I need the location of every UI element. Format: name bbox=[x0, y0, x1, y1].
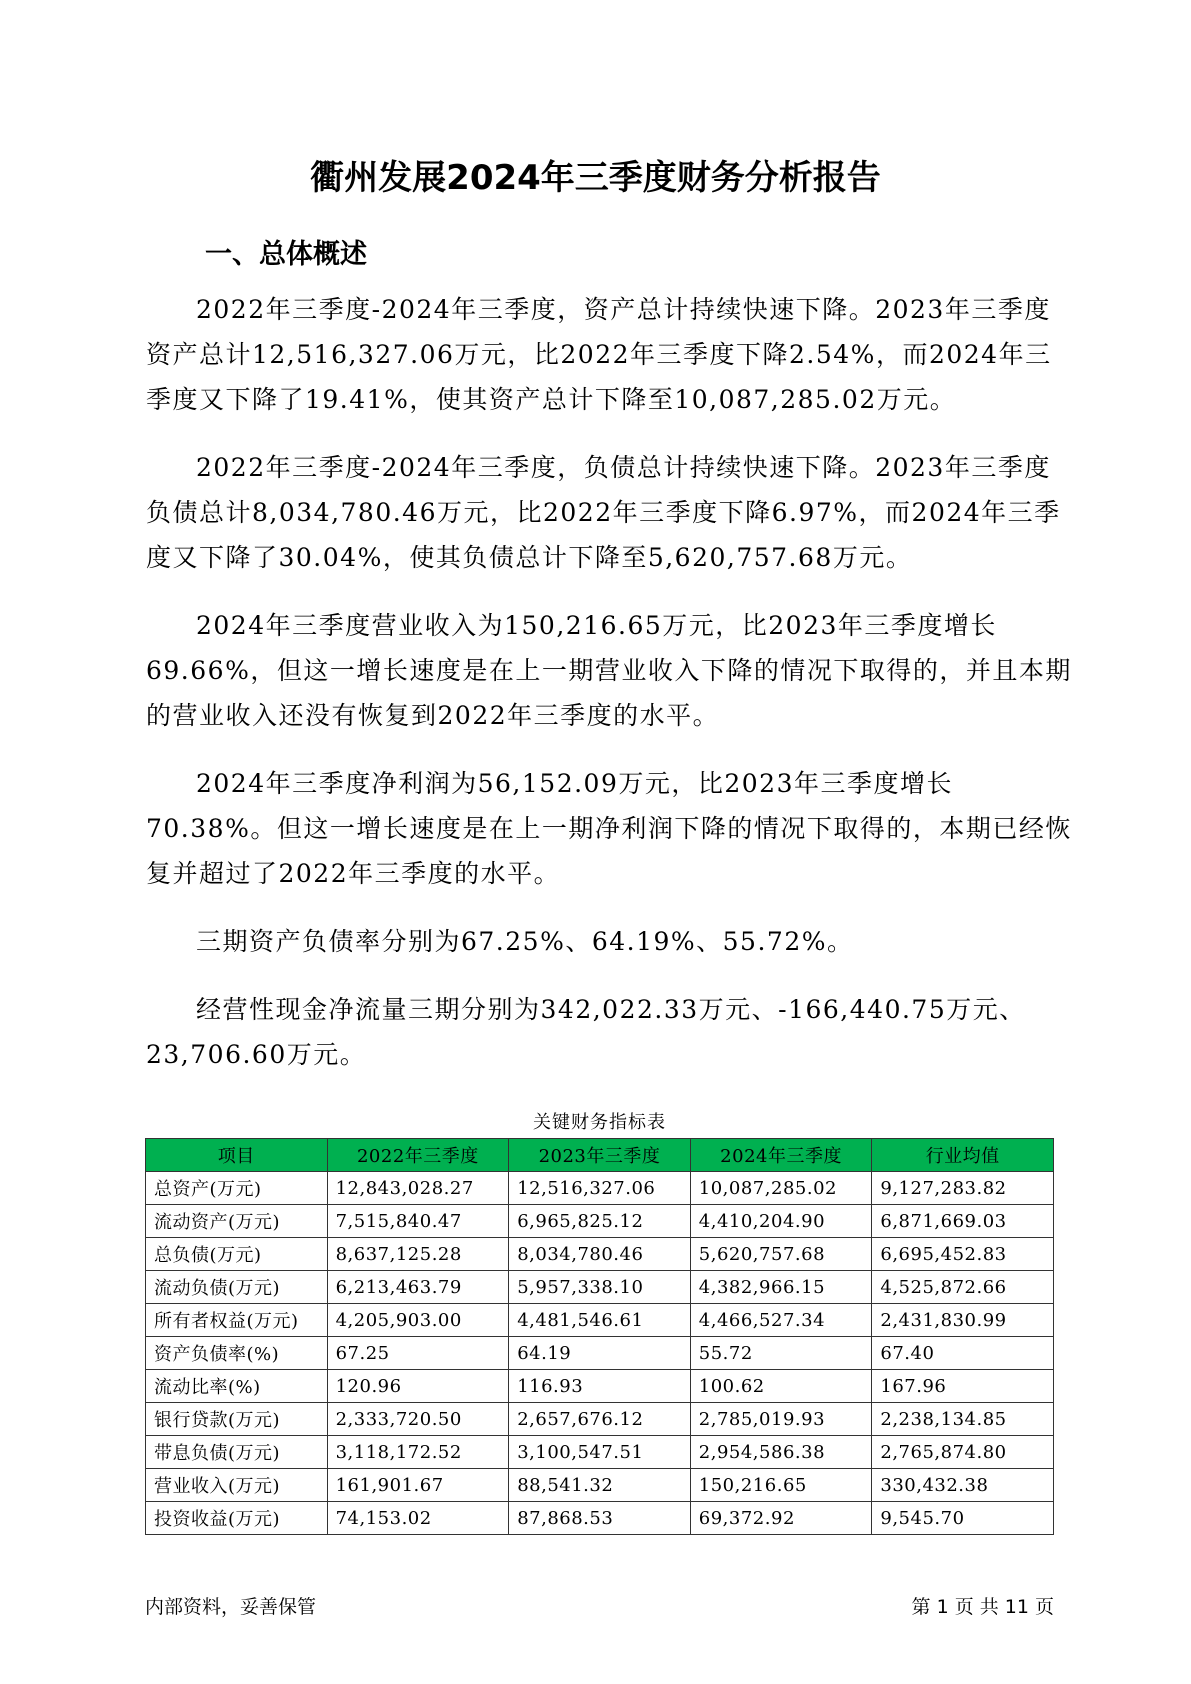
table-cell: 3,118,172.52 bbox=[327, 1436, 509, 1469]
document-title: 衢州发展2024年三季度财务分析报告 bbox=[310, 158, 881, 198]
table-cell: 120.96 bbox=[327, 1370, 509, 1403]
row-label: 资产负债率(%) bbox=[146, 1337, 328, 1370]
table-cell: 74,153.02 bbox=[327, 1502, 509, 1535]
row-label: 总负债(万元) bbox=[146, 1238, 328, 1271]
table-cell: 4,481,546.61 bbox=[509, 1304, 691, 1337]
table-cell: 88,541.32 bbox=[509, 1469, 691, 1502]
table-cell: 4,466,527.34 bbox=[690, 1304, 872, 1337]
table-row bbox=[146, 1403, 1054, 1436]
table-cell: 8,034,780.46 bbox=[509, 1238, 691, 1271]
row-label: 流动负债(万元) bbox=[146, 1271, 328, 1304]
paragraph: 2024年三季度净利润为56,152.09万元，比2023年三季度增长70.38%。但这一增长速度是在上一期净利润下降的情况下取得的，本期已经恢复并超过了2022年三季度的水平。 bbox=[146, 769, 1072, 888]
table-cell: 150,216.65 bbox=[690, 1469, 872, 1502]
table-cell: 3,100,547.51 bbox=[509, 1436, 691, 1469]
table-cell: 100.62 bbox=[690, 1370, 872, 1403]
table-row bbox=[146, 1205, 1054, 1238]
row-label: 银行贷款(万元) bbox=[146, 1403, 328, 1436]
column-header: 项目 bbox=[146, 1139, 328, 1172]
body-text bbox=[146, 287, 1076, 1100]
table-caption: 关键财务指标表 bbox=[533, 1112, 666, 1133]
paragraph: 2022年三季度-2024年三季度，负债总计持续快速下降。2023年三季度负债总计8,034,780.46万元，比2022年三季度下降6.97%，而2024年三季度又下降了30.04%，使其负债总计下降至5,620,757.68万元。 bbox=[146, 453, 1061, 572]
section-heading: 一、总体概述 bbox=[205, 239, 367, 270]
table-cell: 87,868.53 bbox=[509, 1502, 691, 1535]
row-label: 所有者权益(万元) bbox=[146, 1304, 328, 1337]
table-cell: 55.72 bbox=[690, 1337, 872, 1370]
table-cell: 6,213,463.79 bbox=[327, 1271, 509, 1304]
table-row bbox=[146, 1238, 1054, 1271]
table-header-row bbox=[146, 1139, 1054, 1172]
table-cell: 2,333,720.50 bbox=[327, 1403, 509, 1436]
table-row bbox=[146, 1370, 1054, 1403]
table-cell: 64.19 bbox=[509, 1337, 691, 1370]
table-cell: 2,657,676.12 bbox=[509, 1403, 691, 1436]
row-label: 营业收入(万元) bbox=[146, 1469, 328, 1502]
table-cell: 116.93 bbox=[509, 1370, 691, 1403]
footer-page-number: 第 1 页 共 11 页 bbox=[911, 1596, 1054, 1618]
table-cell: 9,127,283.82 bbox=[872, 1172, 1054, 1205]
table-cell: 12,516,327.06 bbox=[509, 1172, 691, 1205]
financial-indicators-table bbox=[145, 1138, 1054, 1535]
table-row bbox=[146, 1502, 1054, 1535]
table-cell: 7,515,840.47 bbox=[327, 1205, 509, 1238]
table-cell: 2,431,830.99 bbox=[872, 1304, 1054, 1337]
table-cell: 67.25 bbox=[327, 1337, 509, 1370]
table-cell: 10,087,285.02 bbox=[690, 1172, 872, 1205]
table-cell: 5,957,338.10 bbox=[509, 1271, 691, 1304]
footer-confidential: 内部资料，妥善保管 bbox=[145, 1596, 317, 1618]
row-label: 流动比率(%) bbox=[146, 1370, 328, 1403]
table-cell: 4,525,872.66 bbox=[872, 1271, 1054, 1304]
table-cell: 5,620,757.68 bbox=[690, 1238, 872, 1271]
table-cell: 4,410,204.90 bbox=[690, 1205, 872, 1238]
table-row bbox=[146, 1271, 1054, 1304]
column-header: 2022年三季度 bbox=[327, 1139, 509, 1172]
table-cell: 161,901.67 bbox=[327, 1469, 509, 1502]
column-header: 2024年三季度 bbox=[690, 1139, 872, 1172]
paragraph: 经营性现金净流量三期分别为342,022.33万元、-166,440.75万元、23,706.60万元。 bbox=[146, 995, 1026, 1069]
table-cell: 6,871,669.03 bbox=[872, 1205, 1054, 1238]
table-cell: 12,843,028.27 bbox=[327, 1172, 509, 1205]
paragraph: 2022年三季度-2024年三季度，资产总计持续快速下降。2023年三季度资产总计12,516,327.06万元，比2022年三季度下降2.54%，而2024年三季度又下降了19.41%，使其资产总计下降至10,087,285.02万元。 bbox=[146, 295, 1052, 414]
table-cell: 67.40 bbox=[872, 1337, 1054, 1370]
paragraph: 2024年三季度营业收入为150,216.65万元，比2023年三季度增长69.66%，但这一增长速度是在上一期营业收入下降的情况下取得的，并且本期的营业收入还没有恢复到2022年三季度的水平。 bbox=[146, 611, 1072, 730]
table-row bbox=[146, 1337, 1054, 1370]
table-row bbox=[146, 1304, 1054, 1337]
table-row bbox=[146, 1469, 1054, 1502]
column-header: 2023年三季度 bbox=[509, 1139, 691, 1172]
table-cell: 2,238,134.85 bbox=[872, 1403, 1054, 1436]
table-cell: 2,954,586.38 bbox=[690, 1436, 872, 1469]
row-label: 投资收益(万元) bbox=[146, 1502, 328, 1535]
row-label: 总资产(万元) bbox=[146, 1172, 328, 1205]
table-cell: 2,785,019.93 bbox=[690, 1403, 872, 1436]
paragraph: 三期资产负债率分别为67.25%、64.19%、55.72%。 bbox=[196, 927, 854, 956]
table-row bbox=[146, 1172, 1054, 1205]
table-cell: 167.96 bbox=[872, 1370, 1054, 1403]
row-label: 流动资产(万元) bbox=[146, 1205, 328, 1238]
table-cell: 69,372.92 bbox=[690, 1502, 872, 1535]
table-cell: 330,432.38 bbox=[872, 1469, 1054, 1502]
column-header: 行业均值 bbox=[872, 1139, 1054, 1172]
table-cell: 8,637,125.28 bbox=[327, 1238, 509, 1271]
table-cell: 4,382,966.15 bbox=[690, 1271, 872, 1304]
table-cell: 9,545.70 bbox=[872, 1502, 1054, 1535]
table-cell: 6,695,452.83 bbox=[872, 1238, 1054, 1271]
table-cell: 2,765,874.80 bbox=[872, 1436, 1054, 1469]
table-row bbox=[146, 1436, 1054, 1469]
row-label: 带息负债(万元) bbox=[146, 1436, 328, 1469]
table-cell: 6,965,825.12 bbox=[509, 1205, 691, 1238]
table-cell: 4,205,903.00 bbox=[327, 1304, 509, 1337]
